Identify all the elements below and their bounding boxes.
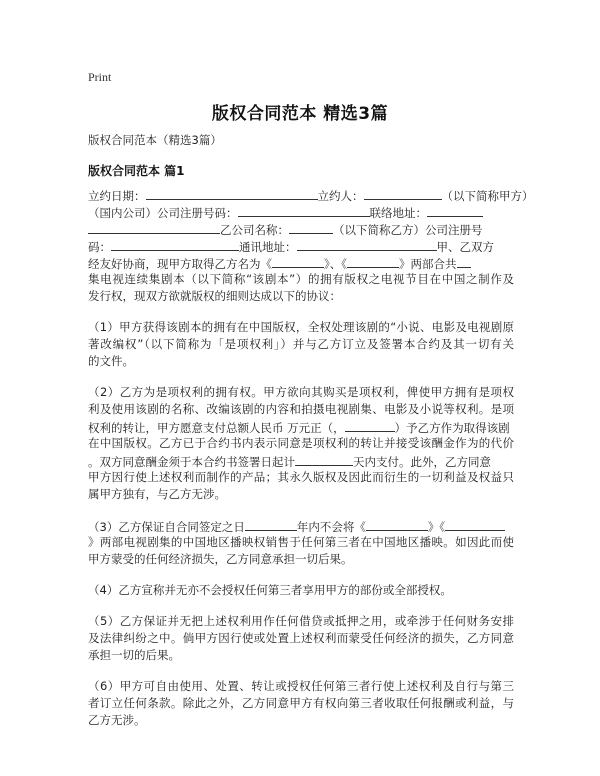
blank-line [88,220,220,234]
clause-6: （6）甲方可自由使用、处置、转让或授权任何第三者行使上述权利及自行与第三 者订立任何条款。除此之外，乙方同意甲方有权向第三者收取任何报酬或利益，与 乙方无涉。 [88,679,514,727]
blank-line [111,237,239,251]
blank-line [245,517,297,531]
header-line-address: 码： 通讯地址： 甲、乙双方 [88,237,514,254]
header-line-agreement: 发行权，现双方欲就版权的细则达成以下的协议： [88,289,341,303]
document-subtitle: 版权合同范本（精选3篇） [88,133,222,147]
print-link[interactable]: Print [88,70,112,84]
document-title: 版权合同范本 精选3篇 [211,104,389,124]
clause-3: （3）乙方保证自合同签定之日 年内不会将《 》《 》两部电视剧集的中国地区播映权销售于任何第三者在中国地区播映。如因此而使 甲方蒙受的任何经济损失，乙方同意承担一切后果。 [88,517,514,568]
clause-5: （5）乙方保证并无把上述权利用作任何借贷或抵押之用，或牵涉于任何财务安排 及法律纠纷之中。倘甲方因行使或处置上述权利而蒙受任何经济的损失，乙方同意 承担一切的后果。 [88,614,514,662]
clause-2: （2）乙方为是项权利的拥有权。甲方欲向其购买是项权利，俾使甲方拥有是项权 利及使用该剧的名称、改编该剧的内容和拍摄电视剧集、电影及小说等权利。是项 权利的转让，甲方愿意支付总额人民币 万元正（， ）予乙方作为取得该剧 在中国版权。乙方已于合约书内表示同意是项权利的转让并接受该酬金作为的代价 。双方同意酬金须于本合约书签署日起计 天内支付。此外，乙方同意 甲方因行使上述权利而制作的产品；其永久版权及因此而衍生的一切利益及权益只 属甲方独有，与乙方无涉。 [88,385,514,501]
blank-line [272,254,324,268]
blank-line [238,203,370,217]
blank-line [297,237,437,251]
header-line-negotiation: 经友好协商，现甲方取得乙方名为《 》、《 》两部合共 [88,254,514,271]
header-line-company: 乙公司名称： （以下简称乙方）公司注册号 [88,220,514,237]
clause-4: （4）乙方宣称并无亦不会授权任何第三者享用甲方的部份或全部授权。 [88,583,452,597]
header-line-date: 立约日期： 立约人： （以下简称甲方） [88,186,514,203]
blank-line [457,254,471,268]
blank-line [289,220,333,234]
blank-line [295,452,353,466]
blank-line [366,517,428,531]
contract-body [88,186,534,729]
blank-line [445,517,505,531]
header-line-registration: （国内公司）公司注册号码： 联络地址： [88,203,514,220]
header-line-rights: 集电视连续集剧本（以下简称“该剧本”）的拥有版权之电视节目在中国之制作及 [88,272,514,286]
clause-1: （1）甲方获得该剧本的拥有在中国版权，全权处理该剧的“小说、电影及电视剧原 著改编权”（以下简称为「是项权利」）并与乙方订立及签署本合约及其一切有关 的文件。 [88,320,514,368]
blank-line [146,186,318,200]
blank-line [427,203,483,217]
blank-line [347,254,399,268]
blank-line [364,186,442,200]
blank-line [345,418,395,432]
section-heading: 版权合同范本 篇1 [88,164,185,178]
